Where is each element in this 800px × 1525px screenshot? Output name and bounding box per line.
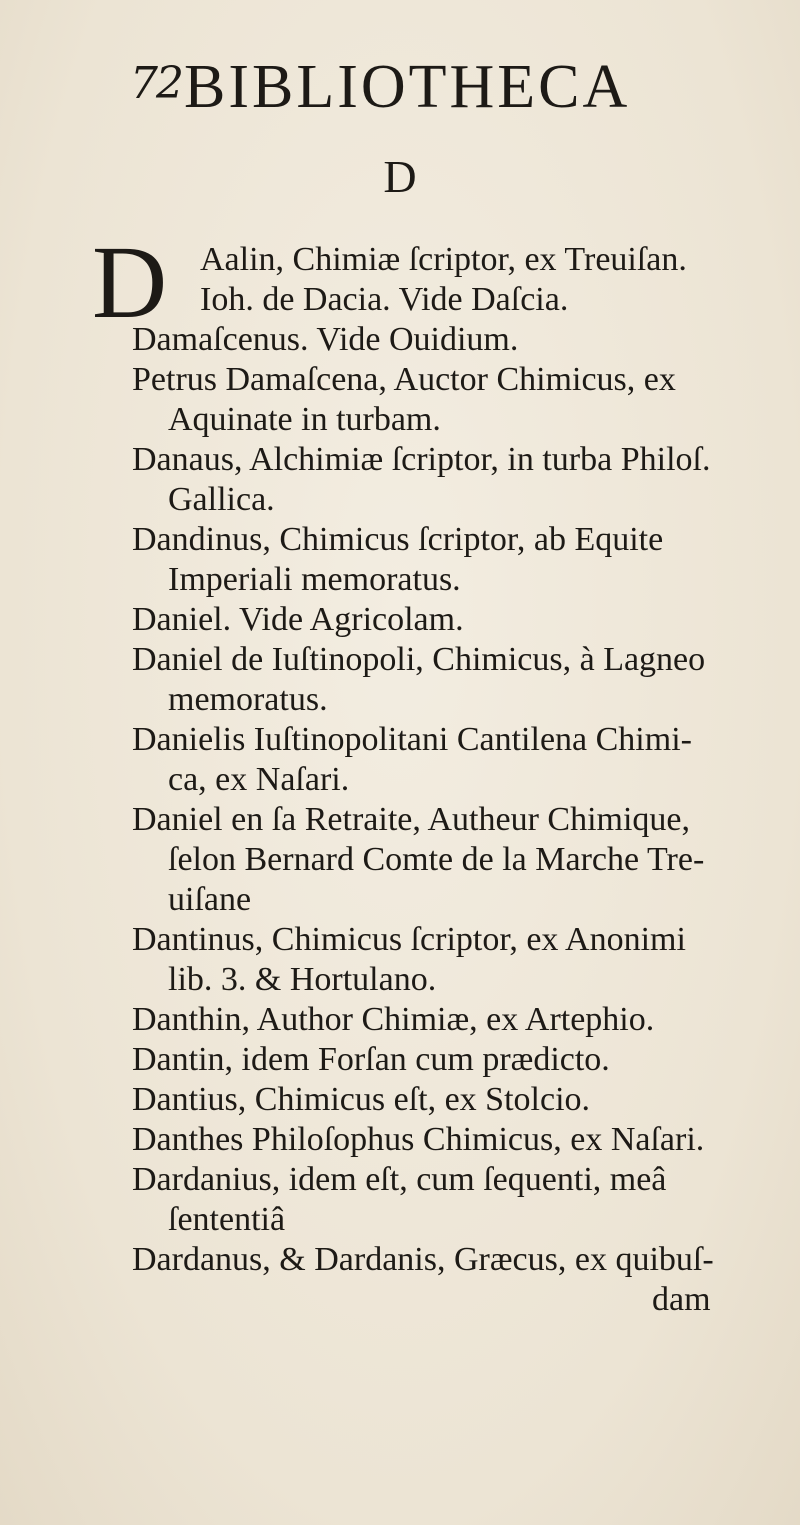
entry-line: Danaus, Alchimiæ ſcriptor, in turba Philoſ. xyxy=(132,441,711,478)
entry-danthes xyxy=(132,1120,800,1160)
entry-line: Gallica. xyxy=(168,481,275,518)
entry-dardanus xyxy=(132,1240,800,1280)
entry-line: Damaſcenus. Vide Ouidium. xyxy=(132,321,519,358)
entry-list xyxy=(92,225,800,1320)
entry-line: Daniel. Vide Agricolam. xyxy=(132,601,464,638)
entry-dandinus xyxy=(132,520,800,600)
entry-line: Daniel en ſa Retraite, Autheur Chimique, xyxy=(132,801,691,838)
entry-dantin xyxy=(132,1040,800,1080)
entry-line: Imperiali memoratus. xyxy=(168,561,461,598)
catchword: dam xyxy=(652,1281,711,1318)
dropcap: D xyxy=(92,225,168,340)
entry-damascenus xyxy=(132,320,800,360)
entry-line: Danielis Iuſtinopolitani Cantilena Chimi- xyxy=(132,721,692,758)
section-letter: D xyxy=(383,151,417,202)
entry-line: Dardanius, idem eſt, cum ſequenti, meâ xyxy=(132,1161,667,1198)
entry-line: Aquinate in turbam. xyxy=(168,401,441,438)
running-title: BIBLIOTHECA xyxy=(184,53,631,121)
page-header xyxy=(130,40,690,120)
entry-line: Dantius, Chimicus eſt, ex Stolcio. xyxy=(132,1081,591,1118)
entry-line: Aalin, Chimiæ ſcriptor, ex Treuiſan. xyxy=(200,241,687,278)
entry-daniel xyxy=(132,600,800,640)
entry-line: lib. 3. & Hortulano. xyxy=(168,961,437,998)
entry-dantius xyxy=(132,1080,800,1120)
entry-daniel-de-iustinopoli xyxy=(132,640,800,720)
entry-line: Dandinus, Chimicus ſcriptor, ab Equite xyxy=(132,521,664,558)
entry-danielis-cantilena xyxy=(132,720,800,800)
entry-danaus xyxy=(132,440,800,520)
page-number: 72 xyxy=(130,58,182,109)
entry-line: ſententiâ xyxy=(168,1201,286,1238)
entry-line: Petrus Damaſcena, Auctor Chimicus, ex xyxy=(132,361,676,398)
entry-line: memoratus. xyxy=(168,681,328,718)
entry-line: Danthes Philoſophus Chimicus, ex Naſari. xyxy=(132,1121,705,1158)
entry-dardanius xyxy=(132,1160,800,1240)
entry-petrus-damascena xyxy=(132,360,800,440)
entry-line: uiſane xyxy=(168,881,252,918)
entry-danthin xyxy=(132,1000,800,1040)
entry-line: Dardanus, & Dardanis, Græcus, ex quibuſ- xyxy=(132,1241,714,1278)
entry-line: Daniel de Iuſtinopoli, Chimicus, à Lagneo xyxy=(132,641,706,678)
entry-dantinus xyxy=(132,920,800,1000)
entry-line: Danthin, Author Chimiæ, ex Artephio. xyxy=(132,1001,655,1038)
entry-line: Dantin, idem Forſan cum prædicto. xyxy=(132,1041,610,1078)
entry-line: Dantinus, Chimicus ſcriptor, ex Anonimi xyxy=(132,921,686,958)
entry-daniel-retraite xyxy=(132,800,800,920)
entry-line: ca, ex Naſari. xyxy=(168,761,350,798)
entry-line: ſelon Bernard Comte de la Marche Tre- xyxy=(168,841,705,878)
entry-line: Ioh. de Dacia. Vide Daſcia. xyxy=(200,281,569,318)
